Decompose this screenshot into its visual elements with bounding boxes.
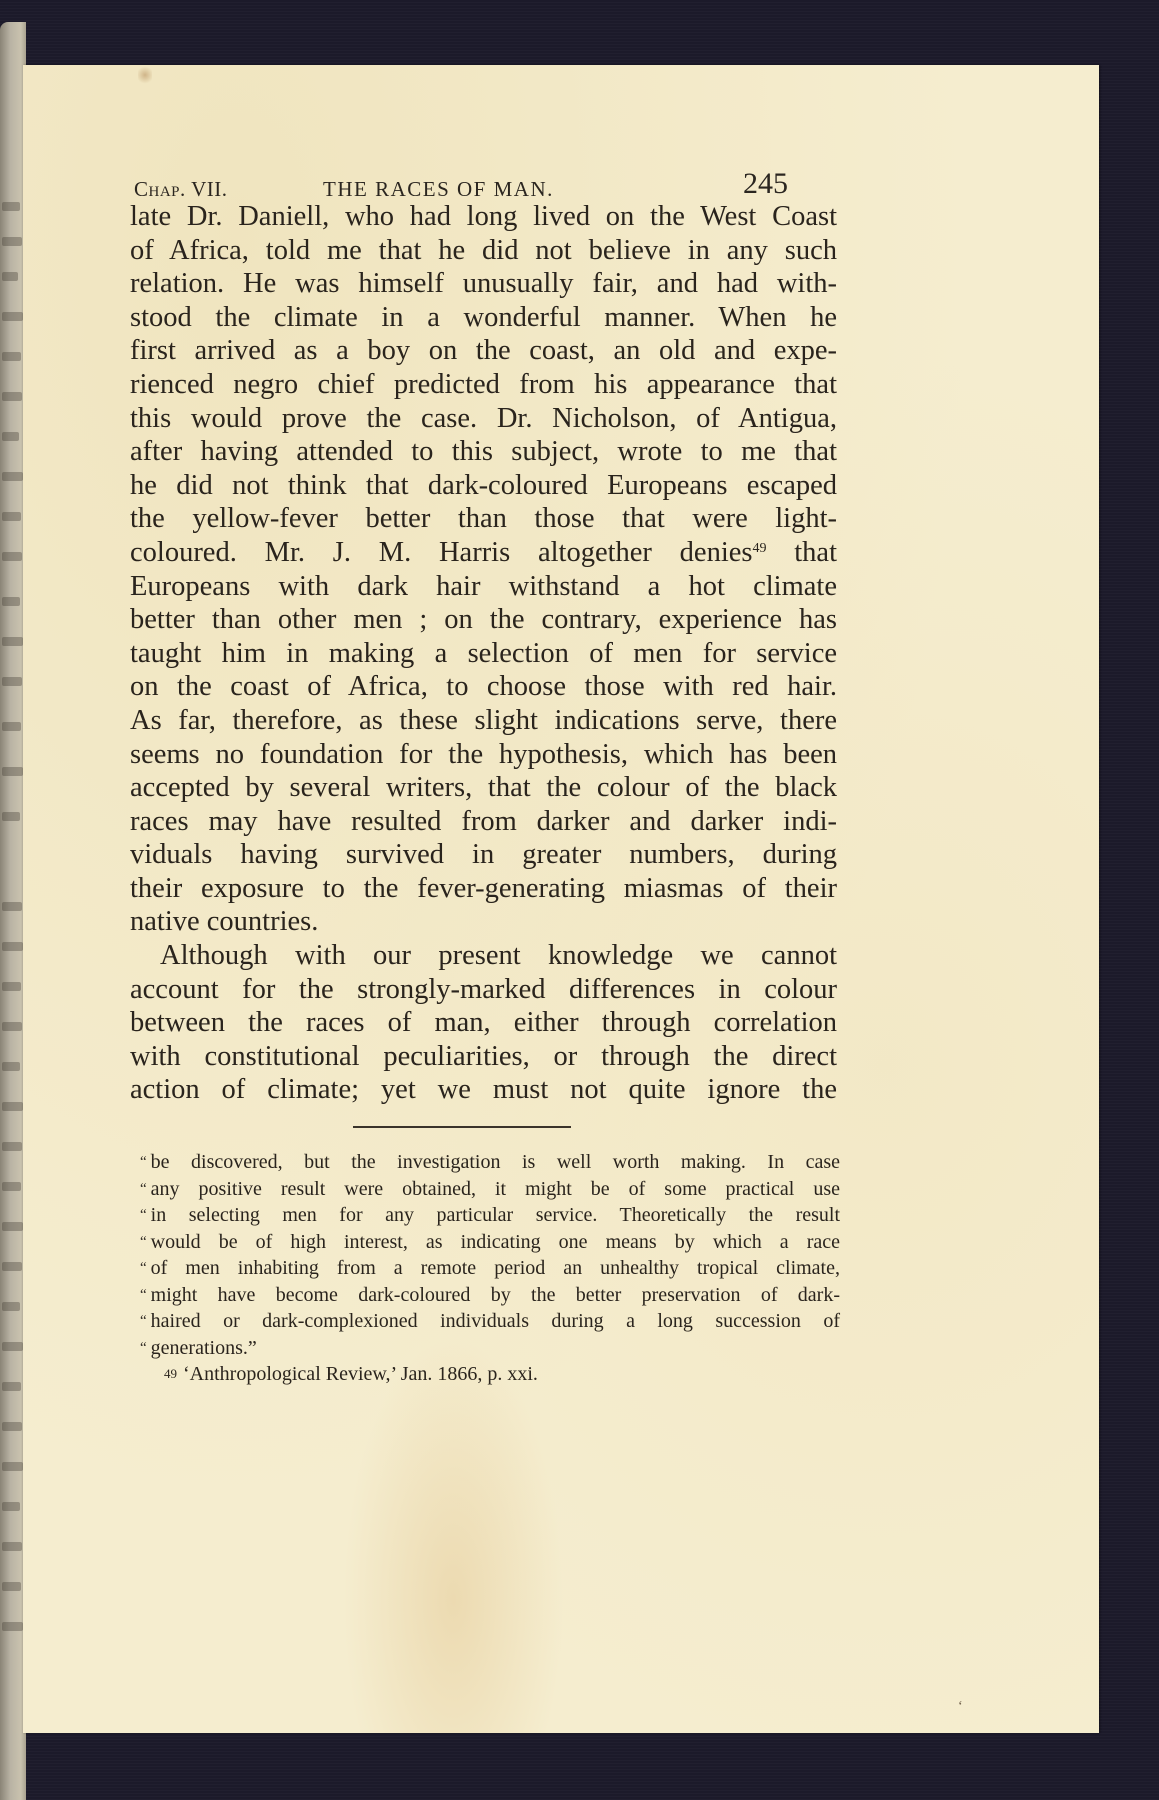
footnote-number: 49 [164,1366,177,1381]
footnote-line: “ be discovered, but the investigation is well worth making. In case [140,1151,840,1173]
text-line-with-footnote-ref [130,536,837,570]
paper-stain [138,65,152,85]
footnote-49 [140,1362,840,1389]
footnote-line: “ of men inhabiting from a remote period an unhealthy tropical climate, [140,1257,840,1279]
text-line: accepted by several writers, that the colour of the black [130,772,837,804]
footnote-line: “ in selecting men for any particular service. Theoretically the result [140,1204,840,1226]
quote-mark: “ [140,1313,147,1329]
text-line: he did not think that dark-coloured Europeans escaped [130,469,837,501]
quote-mark: “ [140,1154,147,1170]
footnote-line: “ would be of high interest, as indicating one means by which a race [140,1230,840,1253]
text-line: relation. He was himself unusually fair, and had with- [130,268,837,300]
text-line: As far, therefore, as these slight indications serve, there [130,704,837,736]
running-title: THE RACES OF MAN. [323,177,554,201]
body-text [130,200,837,1107]
chapter-label: Chap. VII. [134,177,228,201]
text-line: their exposure to the fever-generating miasmas of their [130,872,837,904]
quote-mark: “ [140,1233,147,1250]
text-line-start: coloured. Mr. J. M. Harris altogether denies [130,536,753,568]
text-line: with constitutional peculiarities, or through the direct [130,1040,837,1072]
text-line: between the races of man, either through correlation [130,1007,837,1039]
quote-mark: “ [140,1339,147,1356]
text-line: of Africa, told me that he did not believe in any such [130,234,837,266]
quote-mark: “ [140,1286,147,1303]
paper-blemish: ‘ [958,1699,963,1714]
text-line-end: that [794,536,838,568]
text-line: viduals having survived in greater numbers, during [130,839,837,871]
quote-mark: “ [140,1207,147,1223]
text-line: account for the strongly-marked differences in colour [130,973,837,1005]
text-line: after having attended to this subject, wrote to me that [130,436,837,468]
text-line: rienced negro chief predicted from his appearance that [130,368,837,400]
footnote-line: “ might have become dark-coloured by the better preservation of dark- [140,1283,840,1306]
text-line: races may have resulted from darker and darker indi- [130,805,837,837]
text-line: taught him in making a selection of men for service [130,637,837,669]
footnote-reference-49[interactable]: 49 [752,540,767,556]
text-line: native countries. [130,906,319,938]
quote-mark: “ [140,1180,147,1197]
footnote-line: “ haired or dark-complexioned individuals during a long succession of [140,1310,840,1332]
footnote-line: “ generations.” [140,1336,257,1359]
paragraph-start-line: Although with our present knowledge we cannot [160,940,837,972]
text-line: this would prove the case. Dr. Nicholson, of Antigua, [130,402,837,434]
book-page [23,65,1099,1733]
text-line: seems no foundation for the hypothesis, which has been [130,738,837,770]
footnote-citation: ‘Anthropological Review,’ Jan. 1866, p. xxi. [183,1363,538,1385]
quote-mark: “ [140,1260,147,1276]
text-line: stood the climate in a wonderful manner. When he [130,301,837,333]
footnote-separator-rule [353,1126,571,1128]
text-line: first arrived as a boy on the coast, an old and expe- [130,335,837,367]
text-line: Europeans with dark hair withstand a hot climate [130,570,837,602]
footnotes [140,1150,840,1389]
text-line: late Dr. Daniell, who had long lived on the West Coast [130,201,837,232]
text-line: the yellow-fever better than those that were light- [130,503,837,535]
text-line: on the coast of Africa, to choose those with red hair. [130,671,837,703]
text-line: action of climate; yet we must not quite ignore the [130,1074,837,1106]
footnote-line: “ any positive result were obtained, it might be of some practical use [140,1177,840,1200]
text-line: better than other men ; on the contrary, experience has [130,604,837,636]
page-number: 245 [743,167,788,200]
